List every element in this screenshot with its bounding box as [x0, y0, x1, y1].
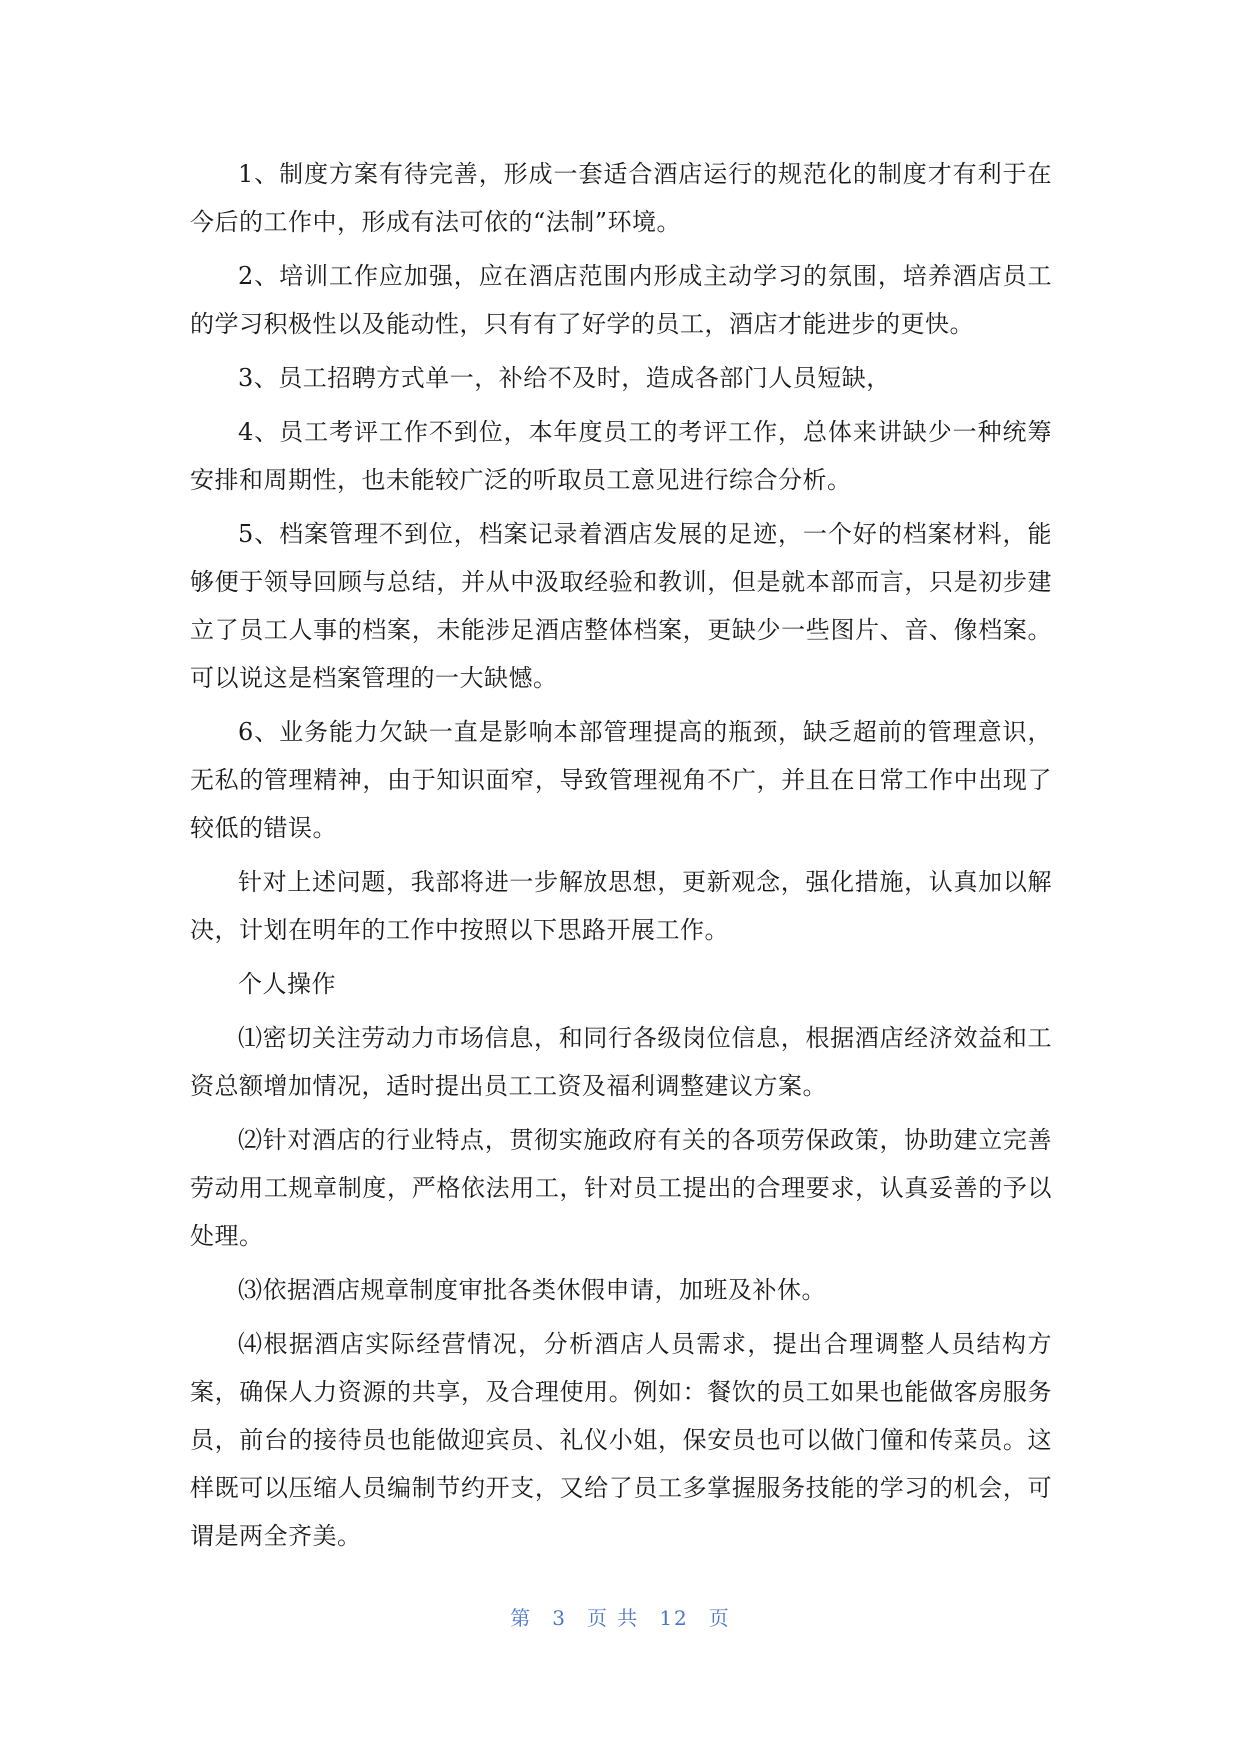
page-footer [0, 1602, 1241, 1631]
paragraph-5: 5、档案管理不到位，档案记录着酒店发展的足迹，一个好的档案材料，能够便于领导回顾与总结，并从中汲取经验和教训，但是就本部而言，只是初步建立了员工人事的档案，未能涉足酒店整体档案，更缺少一些图片、音、像档案。可以说这是档案管理的一大缺憾。 [190, 520, 1052, 692]
list-item-1: ⑴密切关注劳动力市场信息，和同行各级岗位信息，根据酒店经济效益和工资总额增加情况，适时提出员工工资及福利调整建议方案。 [190, 1024, 1052, 1100]
footer-total-pages: 12 [659, 1606, 689, 1630]
paragraph-4: 4、员工考评工作不到位，本年度员工的考评工作，总体来讲缺少一种统筹安排和周期性，也未能较广泛的听取员工意见进行综合分析。 [190, 418, 1052, 494]
paragraph-2: 2、培训工作应加强，应在酒店范围内形成主动学习的氛围，培养酒店员工的学习积极性以及能动性，只有有了好学的员工，酒店才能进步的更快。 [190, 262, 1052, 338]
list-item-3: ⑶依据酒店规章制度审批各类休假申请，加班及补休。 [238, 1276, 826, 1304]
paragraph-3: 3、员工招聘方式单一，补给不及时，造成各部门人员短缺， [238, 364, 891, 392]
section-heading: 个人操作 [238, 970, 336, 998]
paragraph-1: 1、制度方案有待完善，形成一套适合酒店运行的规范化的制度才有利于在今后的工作中，形成有法可依的“法制”环境。 [190, 160, 1052, 236]
paragraph-summary: 针对上述问题，我部将进一步解放思想，更新观念，强化措施，认真加以解决，计划在明年的工作中按照以下思路开展工作。 [190, 868, 1052, 944]
list-item-2: ⑵针对酒店的行业特点，贯彻实施政府有关的各项劳保政策，协助建立完善劳动用工规章制度，严格依法用工，针对员工提出的合理要求，认真妥善的予以处理。 [190, 1126, 1052, 1250]
footer-middle: 页 共 [586, 1606, 640, 1630]
footer-current-page: 3 [552, 1606, 567, 1630]
footer-suffix: 页 [708, 1606, 731, 1630]
paragraph-6: 6、业务能力欠缺一直是影响本部管理提高的瓶颈，缺乏超前的管理意识，无私的管理精神，由于知识面窄，导致管理视角不广，并且在日常工作中出现了较低的错误。 [190, 718, 1052, 842]
document-body [190, 150, 1052, 1566]
list-item-4: ⑷根据酒店实际经营情况，分析酒店人员需求，提出合理调整人员结构方案，确保人力资源的共享，及合理使用。例如：餐饮的员工如果也能做客房服务员，前台的接待员也能做迎宾员、礼仪小姐，保安员也可以做门僮和传菜员。这样既可以压缩人员编制节约开支，又给了员工多掌握服务技能的学习的机会，可谓是两全齐美。 [190, 1330, 1052, 1550]
footer-prefix: 第 [510, 1606, 533, 1630]
